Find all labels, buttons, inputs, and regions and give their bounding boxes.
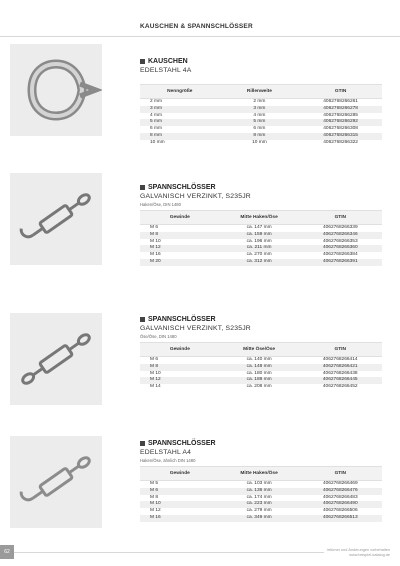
table-cell: M 8 [140,364,220,371]
table-cell: 4062768266476 [299,488,382,495]
section-header [140,315,251,339]
table-cell: 4062768266292 [299,119,382,126]
section-header [140,57,192,74]
table-row [140,252,382,259]
section-subtitle: GALVANISCH VERZINKT, S235JR [140,193,251,200]
page-number: 62 [0,545,14,559]
footer-note-line: Irrtümer und Änderungen vorbehalten [326,548,390,552]
table-cell: 4062768266513 [299,515,382,522]
table-cell: M 6 [150,225,158,230]
table-cell: M 6 [150,357,158,362]
table-row [140,99,382,106]
turnbuckle-eye-eye-image [10,313,102,405]
table-cell: 4062768266346 [299,232,382,239]
table-cell: 4062768266322 [323,139,358,145]
table-cell: 5 mm [220,119,300,126]
table-cell: 4062768266506 [322,508,358,514]
table-cell: 4062768266421 [298,364,382,371]
table-cell: 4062768266261 [323,99,358,104]
table-cell: 4 mm [253,112,266,118]
column-header: GTIN [298,343,382,357]
table-cell: 4062768266308 [323,126,358,132]
section-title: SPANNSCHLÖSSER [148,316,216,323]
table-row [140,364,382,371]
table-cell: ca. 140 mm [246,357,272,362]
table-row [140,232,382,239]
table-cell: 2 mm [150,99,162,104]
turnbuckle-stainless-image [10,436,102,528]
page-header-title: KAUSCHEN & SPANNSCHLÖSSER [140,23,253,30]
table-row [140,357,382,364]
table-cell: M 10 [150,238,161,244]
product-table [140,466,382,522]
column-header: Mitte Haken/Öse [220,211,299,225]
table-cell: 8 mm [140,133,220,140]
table-cell: ca. 159 mm [220,232,299,239]
table-cell: ca. 349 mm [220,515,299,522]
column-header: GTIN [299,467,382,481]
product-table [140,210,382,266]
table-row [140,515,382,522]
table-cell: 4062768266483 [322,494,358,500]
column-header: Mitte Haken/Öse [220,467,299,481]
table-cell: ca. 196 mm [246,238,272,244]
table-cell: ca. 211 mm [220,245,299,252]
table-cell: 4062768266315 [299,133,382,140]
table-cell: ca. 148 mm [220,364,299,371]
column-header: Gewinde [140,467,220,481]
table-cell: 4062768266438 [322,370,358,376]
table-cell: ca. 279 mm [246,508,272,514]
table-row [140,225,382,232]
table-cell: 2 mm [253,99,266,104]
table-cell: 6 mm [150,126,162,132]
table-cell: 4062768266278 [299,106,382,113]
table-cell: 6 mm [253,126,266,132]
column-header: Gewinde [140,343,220,357]
table-cell: M 6 [140,488,220,495]
table-cell: M 16 [150,252,161,258]
table-row [140,133,382,140]
page-header [0,0,400,37]
table-cell: 8 mm [220,133,300,140]
table-cell: 3 mm [140,106,220,113]
table-cell: ca. 136 mm [220,488,299,495]
table-cell: ca. 208 mm [246,384,272,390]
table-cell: 4062768266285 [323,112,358,118]
table-row [140,106,382,113]
section-header [140,439,216,463]
table-cell: M 5 [150,481,158,486]
table-row [140,488,382,495]
product-table [140,84,382,147]
section-header [140,183,251,207]
table-cell: 4062768266360 [299,245,382,252]
column-header: GTIN [299,211,382,225]
section-title: SPANNSCHLÖSSER [148,440,216,447]
section-note: Haken/Öse, DIN 1480 [140,202,181,207]
table-cell: ca. 103 mm [246,481,272,486]
table-cell: M 14 [150,384,161,390]
column-header: Nenngröße [140,85,220,99]
table-row [140,384,382,391]
section-subtitle: GALVANISCH VERZINKT, S235JR [140,325,251,332]
section-subtitle: EDELSTAHL A4 [140,449,192,456]
table-cell: 4062768266452 [322,384,358,390]
table-cell: ca. 174 mm [246,494,272,500]
column-header: Rillenweite [220,85,300,99]
table-cell: M 16 [140,515,220,522]
table-row [140,140,382,147]
table-cell: M 12 [140,245,220,252]
table-row [140,126,382,133]
table-cell: 10 mm [150,139,165,145]
table-cell: M 12 [150,508,161,514]
turnbuckle-hook-eye-image [10,173,102,265]
section-title: SPANNSCHLÖSSER [148,184,216,191]
table-cell: ca. 188 mm [220,377,299,384]
thimble-image [10,44,102,136]
table-cell: M 8 [150,494,158,500]
footer-divider [14,552,324,553]
table-cell: M 20 [140,259,220,266]
section-note: Haken/Öse, ähnlich DIN 1480 [140,458,196,463]
section-subtitle: EDELSTAHL 4A [140,67,192,74]
column-header: Mitte Öse/Öse [220,343,299,357]
table-cell: 4062768266384 [322,252,358,258]
table-cell: 4062768266339 [322,225,358,230]
table-row [140,259,382,266]
table-row [140,481,382,488]
table-cell: 4062768266469 [322,481,358,486]
footer-note-line: www.beispiel-katalog.de [349,553,390,557]
table-cell: ca. 223 mm [220,501,299,508]
table-cell: ca. 312 mm [220,259,299,266]
table-cell: 4062768266414 [322,357,358,362]
table-cell: 5 mm [140,119,220,126]
table-cell: ca. 180 mm [246,370,272,376]
table-cell: M 8 [140,232,220,239]
table-cell: 4062768266391 [299,259,382,266]
footer-note [327,548,390,558]
table-cell: ca. 147 mm [246,225,272,230]
table-cell: 3 mm [220,106,300,113]
table-cell: M 10 [140,501,220,508]
column-header: GTIN [299,85,382,99]
table-cell: M 12 [140,377,220,384]
section-title: KAUSCHEN [148,58,188,65]
column-header: Gewinde [140,211,220,225]
table-cell: 4062768266445 [298,377,382,384]
table-cell: 10 mm [252,139,267,145]
table-cell: ca. 270 mm [246,252,272,258]
table-cell: 4062768266353 [322,238,358,244]
table-cell: 4062768266490 [299,501,382,508]
section-note: Öse/Öse, DIN 1480 [140,334,177,339]
table-row [140,508,382,515]
table-cell: 4 mm [150,112,162,118]
product-table [140,342,382,391]
table-cell: M 10 [150,370,161,376]
